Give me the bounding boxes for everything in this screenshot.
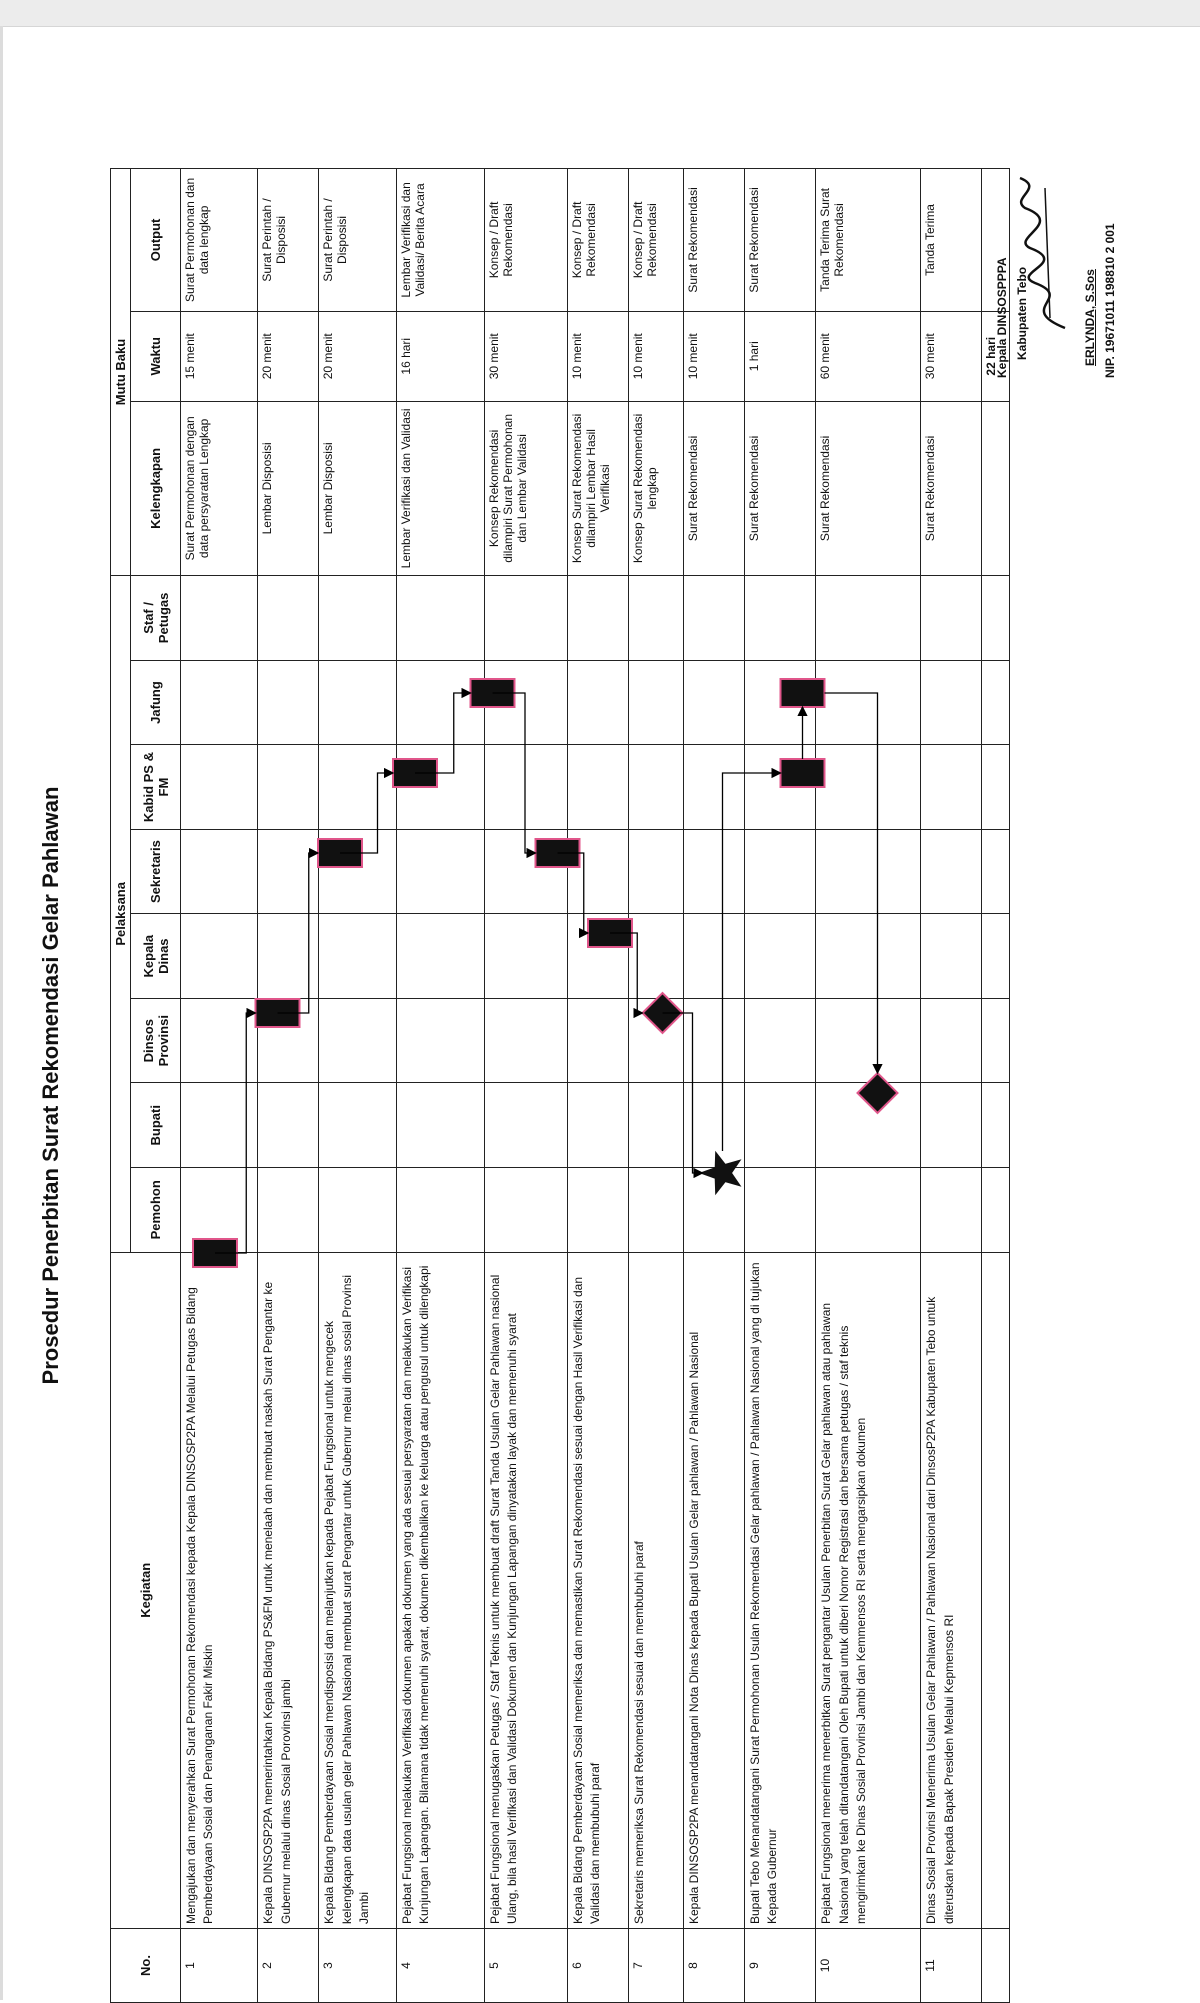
row-kegiatan: Pejabat Fungsional menerima menerbitkan Surat pengantar Usulan Penerbitan Surat Gelar pahlawan atau pahlawan Nasional yang telah ditandatangani Oleh Bupati untuk diberi Nomor Registrasi dan bersama petugas / staf teknis mengirimkan ke Dinas Sosial Provinsi Jambi dan Kemmensos RI serta mengarsipkan dokumen — [816, 1252, 921, 1928]
row-waktu: 10 menit — [628, 311, 683, 401]
lane-cell — [319, 914, 396, 999]
row-number: 9 — [744, 1929, 816, 2003]
lane-cell — [567, 1168, 628, 1253]
lane-cell — [396, 660, 484, 745]
lane-cell — [683, 745, 744, 830]
row-kelengkapan: Surat Rekomendasi — [921, 401, 982, 575]
lane-cell — [258, 1168, 319, 1253]
lane-cell — [567, 914, 628, 999]
lane-cell — [567, 998, 628, 1083]
row-waktu: 60 menit — [816, 311, 921, 401]
row-number: 1 — [181, 1929, 258, 2003]
lane-cell — [567, 745, 628, 830]
lane-cell — [396, 576, 484, 661]
table-row — [683, 169, 744, 2003]
table-row — [816, 169, 921, 2003]
row-kegiatan: Bupati Tebo Menandatangani Surat Permohonan Usulan Rekomendasi Gelar pahlawan / Pahlawan Nasional yang di tujukan Kepada Gubernur — [744, 1252, 816, 1928]
lane-cell — [921, 998, 982, 1083]
total-cell — [982, 1929, 1010, 2003]
lane-cell — [258, 660, 319, 745]
document-title: Prosedur Penerbitan Surat Rekomendasi Gelar Pahlawan — [38, 786, 63, 1385]
row-kelengkapan: Surat Permohonan dengan data persyaratan Lengkap — [181, 401, 258, 575]
lane-cell — [683, 829, 744, 914]
lane-header-pemohon: Pemohon — [131, 1168, 181, 1253]
lane-cell — [181, 660, 258, 745]
row-kelengkapan: Lembar Verifikasi dan Validasi — [396, 401, 484, 575]
lane-cell — [181, 576, 258, 661]
row-kelengkapan: Lembar Disposisi — [258, 401, 319, 575]
lane-cell — [258, 998, 319, 1083]
lane-cell — [181, 745, 258, 830]
lane-cell — [744, 998, 816, 1083]
row-kegiatan: Mengajukan dan menyerahkan Surat Permohonan Rekomendasi kepada Kepala DINSOSP2PA Melalui Petugas Bidang Pemberdayaan Sosial dan Penanganan Fakir Miskin — [181, 1252, 258, 1928]
total-cell — [982, 998, 1010, 1083]
lane-cell — [628, 914, 683, 999]
lane-cell — [181, 829, 258, 914]
table-row — [921, 169, 982, 2003]
lane-cell — [484, 1168, 567, 1253]
lane-cell — [484, 745, 567, 830]
row-kelengkapan: Konsep Rekomendasi dilampiri Surat Permohonan dan Lembar Validasi — [484, 401, 567, 575]
lane-cell — [816, 745, 921, 830]
table-row — [567, 169, 628, 2003]
row-kegiatan: Sekretaris memeriksa Surat Rekomendasi sesuai dan membubuhi paraf — [628, 1252, 683, 1928]
row-waktu: 30 menit — [484, 311, 567, 401]
lane-cell — [181, 914, 258, 999]
lane-cell — [921, 660, 982, 745]
lane-cell — [258, 914, 319, 999]
total-cell — [982, 829, 1010, 914]
lane-cell — [258, 576, 319, 661]
row-kelengkapan: Konsep Surat Rekomendasi lengkap — [628, 401, 683, 575]
lane-cell — [683, 914, 744, 999]
lane-cell — [921, 576, 982, 661]
total-cell — [982, 745, 1010, 830]
row-waktu: 15 menit — [181, 311, 258, 401]
lane-cell — [683, 1168, 744, 1253]
lane-cell — [396, 914, 484, 999]
total-cell — [982, 1168, 1010, 1253]
lane-cell — [628, 998, 683, 1083]
header-kelengkapan: Kelengkapan — [131, 401, 181, 575]
header-waktu: Waktu — [131, 311, 181, 401]
row-kegiatan: Kepala Bidang Pemberdayaan Sosial memeriksa dan memastikan Surat Rekomendasi sesuai dengan Hasil Verifikasi dan Validasi dan membubuhi paraf — [567, 1252, 628, 1928]
lane-cell — [567, 829, 628, 914]
lane-cell — [484, 829, 567, 914]
row-kegiatan: Dinas Sosial Provinsi Menerima Usulan Gelar Pahlawan / Pahlawan Nasional dari DinsosP2PA Kabupaten Tebo untuk diteruskan kepada Bapak Presiden Melalui Kepmensos RI — [921, 1252, 982, 1928]
lane-cell — [319, 1168, 396, 1253]
lane-cell — [921, 1168, 982, 1253]
total-cell — [982, 401, 1010, 575]
row-kegiatan: Pejabat Fungsional melakukan Verifikasi dokumen apakah dokumen yang ada sesuai persyaratan dan melakukan Verifikasi Kunjungan Lapangan. Bilamana tidak memenuhi syarat, dokumen dikembalikan ke keluarga atau pengusul untuk dilengkapi — [396, 1252, 484, 1928]
row-waktu: 1 hari — [744, 311, 816, 401]
row-output: Konsep / Draft Rekomendasi — [628, 169, 683, 312]
header-no: No. — [111, 1929, 181, 2003]
row-output: Tanda Terima — [921, 169, 982, 312]
row-output: Surat Permohonan dan data lengkap — [181, 169, 258, 312]
lane-cell — [816, 829, 921, 914]
lane-cell — [683, 1083, 744, 1168]
lane-cell — [628, 745, 683, 830]
lane-cell — [396, 1083, 484, 1168]
lane-cell — [396, 998, 484, 1083]
lane-cell — [396, 829, 484, 914]
procedure-table — [110, 168, 1010, 2003]
lane-cell — [816, 1168, 921, 1253]
row-waktu: 10 menit — [683, 311, 744, 401]
lane-header-kepala-dinas: Kepala Dinas — [131, 914, 181, 999]
handwritten-signature-icon — [1005, 168, 1085, 338]
lane-cell — [628, 1168, 683, 1253]
lane-header-jafung: Jafung — [131, 660, 181, 745]
row-number: 5 — [484, 1929, 567, 2003]
lane-header-sekretaris: Sekretaris — [131, 829, 181, 914]
header-output: Output — [131, 169, 181, 312]
lane-cell — [567, 576, 628, 661]
row-kelengkapan: Konsep Surat Rekomendasi dilampiri Lembar Hasil Verifikasi — [567, 401, 628, 575]
lane-cell — [258, 1083, 319, 1168]
header-mutu-baku: Mutu Baku — [111, 169, 131, 576]
lane-cell — [628, 829, 683, 914]
lane-cell — [921, 1083, 982, 1168]
lane-cell — [258, 745, 319, 830]
total-cell — [982, 576, 1010, 661]
lane-cell — [567, 660, 628, 745]
row-output: Surat Perintah / Disposisi — [258, 169, 319, 312]
lane-cell — [744, 1083, 816, 1168]
table-row — [744, 169, 816, 2003]
lane-cell — [484, 660, 567, 745]
table-row — [396, 169, 484, 2003]
lane-header-bupati: Bupati — [131, 1083, 181, 1168]
row-number: 6 — [567, 1929, 628, 2003]
lane-cell — [744, 829, 816, 914]
row-kelengkapan: Surat Rekomendasi — [816, 401, 921, 575]
row-output: Tanda Terima Surat Rekomendasi — [816, 169, 921, 312]
row-output: Konsep / Draft Rekomendasi — [567, 169, 628, 312]
row-kelengkapan: Lembar Disposisi — [319, 401, 396, 575]
row-kegiatan: Pejabat Fungsional menugaskan Petugas / Staf Teknis untuk membuat draft Surat Tanda Usulan Gelar Pahlawan nasional Ulang, bila hasil Verifikasi dan Validasi Dokumen dan Kunjungan Lapangan dinyatakan layak dan memenuhi syarat — [484, 1252, 567, 1928]
lane-cell — [816, 914, 921, 999]
table-row — [628, 169, 683, 2003]
row-number: 10 — [816, 1929, 921, 2003]
signature-block — [995, 148, 1135, 378]
lane-cell — [744, 914, 816, 999]
total-cell — [982, 1252, 1010, 1928]
row-kegiatan: Kepala Bidang Pemberdayaan Sosial mendisposisi dan melanjutkan kepada Pejabat Fungsional untuk mengecek kelengkapan data usulan gelar Pahlawan Nasional membuat surat Pengantar untuk Gubernur melaui dinas sosial Provinsi Jambi — [319, 1252, 396, 1928]
table-row — [258, 169, 319, 2003]
row-output: Surat Rekomendasi — [683, 169, 744, 312]
lane-cell — [683, 660, 744, 745]
lane-cell — [744, 1168, 816, 1253]
lane-header-staf: Staf / Petugas — [131, 576, 181, 661]
total-row — [982, 169, 1010, 2003]
row-output: Surat Rekomendasi — [744, 169, 816, 312]
lane-cell — [921, 745, 982, 830]
lane-cell — [628, 576, 683, 661]
row-waktu: 30 menit — [921, 311, 982, 401]
signatory-nip: NIP. 19671011 198810 2 001 — [1103, 223, 1117, 378]
row-output: Lembar Verifikasi dan Validasi/ Berita Acara — [396, 169, 484, 312]
row-number: 11 — [921, 1929, 982, 2003]
row-waktu: 20 menit — [319, 311, 396, 401]
lane-cell — [683, 576, 744, 661]
lane-cell — [319, 1083, 396, 1168]
signatory-role: Kepala DINSOSPPPA — [995, 257, 1009, 378]
total-cell — [982, 914, 1010, 999]
row-waktu: 20 menit — [258, 311, 319, 401]
total-cell — [982, 660, 1010, 745]
header-pelaksana: Pelaksana — [111, 576, 131, 1253]
lane-cell — [396, 1168, 484, 1253]
lane-cell — [181, 1083, 258, 1168]
row-kelengkapan: Surat Rekomendasi — [683, 401, 744, 575]
table-row — [319, 169, 396, 2003]
lane-cell — [744, 576, 816, 661]
lane-cell — [319, 829, 396, 914]
header-kegiatan: Kegiatan — [111, 1252, 181, 1928]
lane-cell — [567, 1083, 628, 1168]
lane-header-kabid: Kabid PS & FM — [131, 745, 181, 830]
table-row — [484, 169, 567, 2003]
row-output: Konsep / Draft Rekomendasi — [484, 169, 567, 312]
lane-cell — [683, 998, 744, 1083]
lane-cell — [319, 745, 396, 830]
lane-cell — [484, 1083, 567, 1168]
lane-cell — [816, 576, 921, 661]
row-kegiatan: Kepala DINSOSP2PA memerintahkan Kepala Bidang PS&FM untuk menelaah dan membuat naskah Surat Pengantar ke Gubernur melalui dinas Sosial Porovinsi jambi — [258, 1252, 319, 1928]
lane-cell — [921, 914, 982, 999]
lane-cell — [484, 576, 567, 661]
lane-cell — [319, 576, 396, 661]
lane-cell — [816, 660, 921, 745]
lane-cell — [319, 660, 396, 745]
lane-cell — [628, 1083, 683, 1168]
row-number: 3 — [319, 1929, 396, 2003]
row-number: 7 — [628, 1929, 683, 2003]
lane-cell — [816, 998, 921, 1083]
lane-cell — [396, 745, 484, 830]
signatory-name: ERLYNDA, S.Sos — [1083, 269, 1097, 366]
lane-cell — [816, 1083, 921, 1168]
lane-header-dinsos-provinsi: Dinsos Provinsi — [131, 998, 181, 1083]
lane-cell — [258, 829, 319, 914]
table-row — [181, 169, 258, 2003]
lane-cell — [484, 998, 567, 1083]
lane-cell — [921, 829, 982, 914]
row-number: 2 — [258, 1929, 319, 2003]
lane-cell — [319, 998, 396, 1083]
lane-cell — [744, 660, 816, 745]
lane-cell — [181, 1168, 258, 1253]
rotated-document — [38, 168, 1117, 2003]
row-waktu: 10 menit — [567, 311, 628, 401]
signatory-region: Kabupaten Tebo — [1015, 266, 1029, 360]
row-number: 4 — [396, 1929, 484, 2003]
lane-cell — [484, 914, 567, 999]
total-cell — [982, 1083, 1010, 1168]
row-kelengkapan: Surat Rekomendasi — [744, 401, 816, 575]
lane-cell — [628, 660, 683, 745]
lane-cell — [181, 998, 258, 1083]
lane-cell — [744, 745, 816, 830]
row-kegiatan: Kepala DINSOSP2PA menandatangani Nota Dinas kepada Bupati Usulan Gelar pahlawan / Pahlawan Nasional — [683, 1252, 744, 1928]
row-waktu: 16 hari — [396, 311, 484, 401]
row-output: Surat Perintah / Disposisi — [319, 169, 396, 312]
row-number: 8 — [683, 1929, 744, 2003]
total-waktu: 22 hari — [982, 311, 1010, 401]
